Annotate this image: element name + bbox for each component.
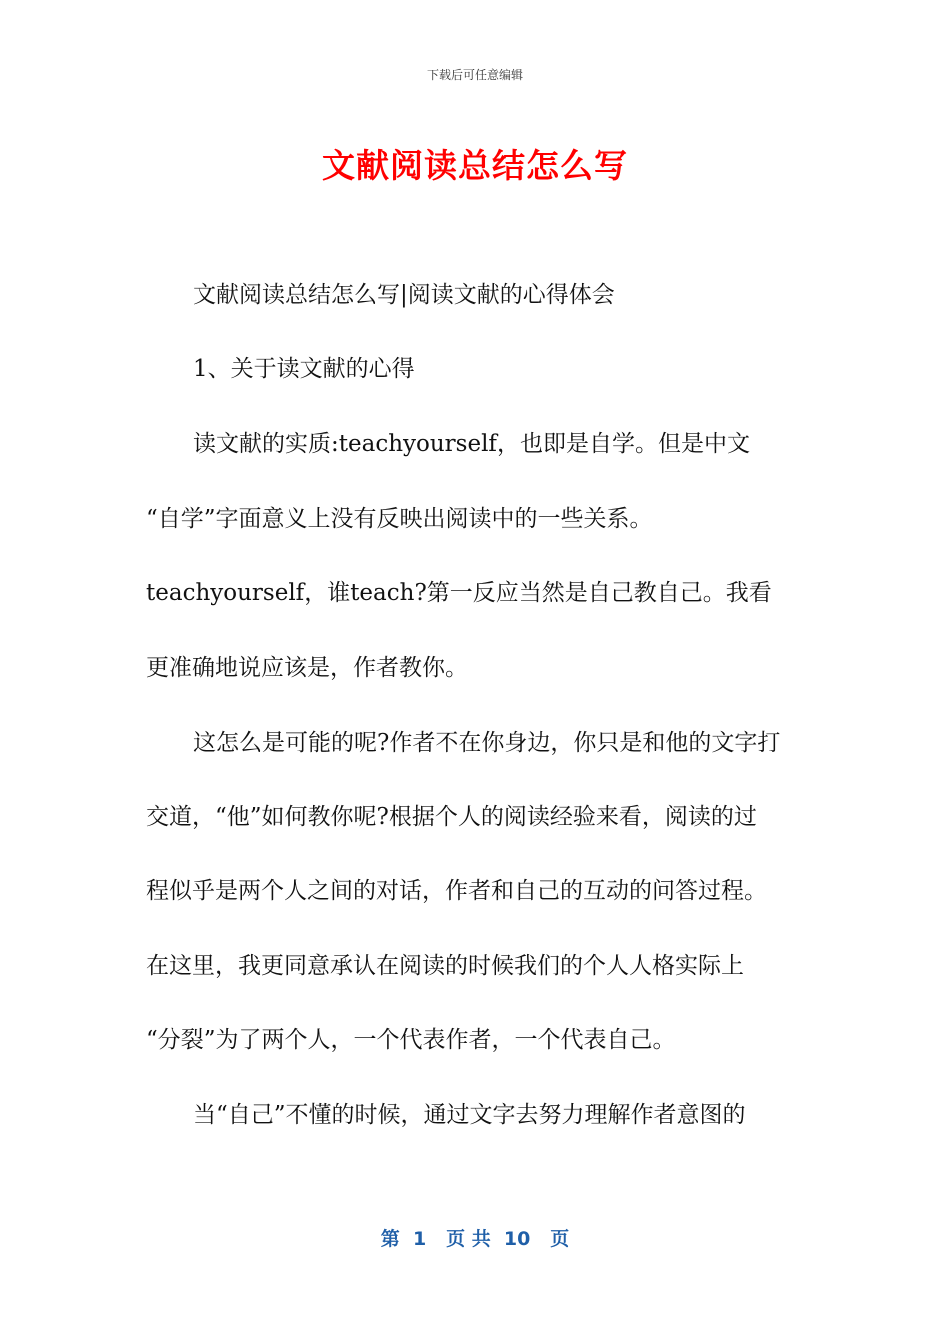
paragraph-line: 交道，“他”如何教你呢?根据个人的阅读经验来看，阅读的过	[146, 804, 757, 830]
paragraph-line: 文献阅读总结怎么写|阅读文献的心得体会	[193, 282, 615, 308]
paragraph-line: “分裂”为了两个人，一个代表作者，一个代表自己。	[146, 1027, 676, 1053]
document-title: 文献阅读总结怎么写	[322, 146, 628, 185]
paragraph-line: 程似乎是两个人之间的对话，作者和自己的互动的问答过程。	[146, 878, 767, 904]
page-footer: 第 1 页 共 10 页	[380, 1228, 570, 1250]
paragraph-line: teachyourself，谁teach?第一反应当然是自己教自己。我看	[146, 580, 772, 606]
paragraph-line: 在这里，我更同意承认在阅读的时候我们的个人人格实际上	[146, 953, 744, 979]
paragraph-line: “自学”字面意义上没有反映出阅读中的一些关系。	[146, 506, 653, 532]
paragraph-line: 1、关于读文献的心得	[193, 356, 415, 382]
paragraph-line: 当“自己”不懂的时候，通过文字去努力理解作者意图的	[193, 1102, 746, 1128]
paragraph-line: 这怎么是可能的呢?作者不在你身边，你只是和他的文字打	[193, 730, 781, 756]
header-note: 下载后可任意编辑	[426, 68, 523, 82]
paragraph-line: 更准确地说应该是，作者教你。	[146, 655, 468, 681]
paragraph-line: 读文献的实质:teachyourself，也即是自学。但是中文	[193, 431, 750, 457]
